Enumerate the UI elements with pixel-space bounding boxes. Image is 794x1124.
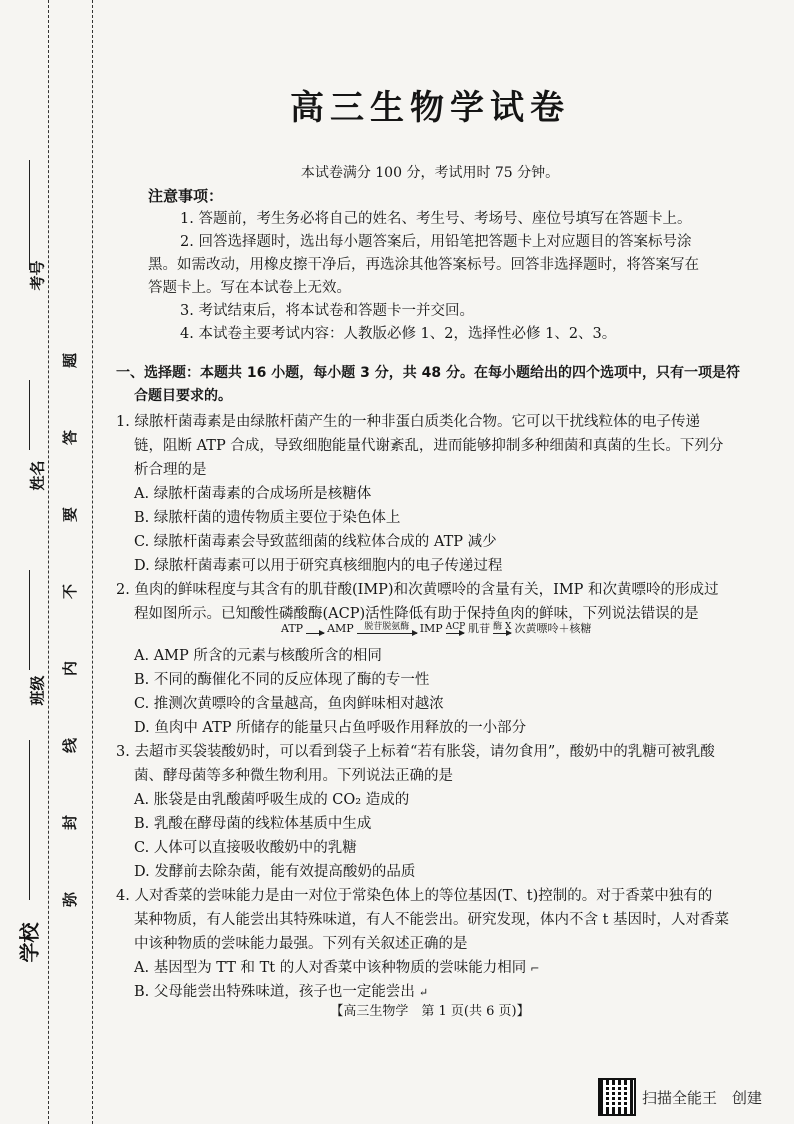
seal-char: 线 [61, 737, 80, 754]
notice-line: 黑。如需改动，用橡皮擦干净后，再选涂其他答案标号。回答非选择题时，将答案写在 [148, 257, 699, 273]
seal-line-text [60, 350, 80, 910]
option: A. 绿脓杆菌毒素的合成场所是核糖体 [134, 486, 372, 502]
question-stem: 2. 鱼肉的鲜味程度与其含有的肌苷酸(IMP)和次黄嘌呤的含量有关，IMP 和次黄嘌呤的形成过 [116, 582, 719, 598]
page-footer: 【高三生物学 第 1 页(共 6 页)】 [330, 1004, 530, 1019]
scanner-label: 扫描全能王 创建 [642, 1088, 763, 1107]
notice-line: 4. 本试卷主要考试内容：人教版必修 1、2，选择性必修 1、2、3。 [180, 326, 617, 342]
enzyme-label: ACP [445, 621, 466, 632]
section-heading: 合题目要求的。 [134, 388, 232, 404]
kaohao-label: 考号 [28, 260, 47, 291]
enzyme-label: 脱苷脱氨酶 [364, 621, 410, 632]
option: B. 绿脓杆菌的遗传物质主要位于染色体上 [134, 510, 401, 526]
question-stem: 4. 人对香菜的尝味能力是由一对位于常染色体上的等位基因(T、t)控制的。对于香菜中独有的 [116, 888, 713, 904]
xingming-fill-line [29, 380, 30, 450]
seal-char: 封 [61, 814, 80, 831]
seal-char: 内 [61, 660, 80, 677]
scanner-watermark [598, 1078, 762, 1116]
question-stem: 菌、酵母菌等多种微生物利用。下列说法正确的是 [134, 768, 453, 784]
option: D. 鱼肉中 ATP 所储存的能量只占鱼呼吸作用释放的一小部分 [134, 720, 527, 736]
seal-char: 题 [61, 352, 80, 369]
notice-line: 答题卡上。写在本试卷上无效。 [148, 280, 351, 296]
pathway-diagram [281, 620, 591, 636]
option: C. 绿脓杆菌毒素会导致蓝细菌的线粒体合成的 ATP 减少 [134, 534, 497, 550]
arrow [357, 623, 417, 634]
pen-mark-icon: ⌐ [530, 962, 540, 975]
option: C. 推测次黄嘌呤的含量越高，鱼肉鲜味相对越浓 [134, 696, 444, 712]
notice-line: 1. 答题前，考生务必将自己的姓名、考生号、考场号、座位号填写在答题卡上。 [180, 211, 692, 227]
xuexiao-fill-line [29, 740, 30, 900]
seal-char: 要 [61, 506, 80, 523]
page-title: 高三生物学试卷 [290, 88, 570, 128]
question-stem: 3. 去超市买袋装酸奶时，可以看到袋子上标着“若有胀袋，请勿食用”，酸奶中的乳糖可被乳酸 [116, 744, 715, 760]
option: D. 绿脓杆菌毒素可以用于研究真核细胞内的电子传递过程 [134, 558, 503, 574]
option: D. 发酵前去除杂菌，能有效提高酸奶的品质 [134, 864, 416, 880]
xuexiao-label: 学校 [17, 922, 42, 963]
imp-node: IMP [419, 621, 443, 635]
exam-info: 本试卷满分 100 分，考试用时 75 分钟。 [300, 165, 560, 181]
section-heading: 一、选择题：本题共 16 小题，每小题 3 分，共 48 分。在每小题给出的四个选项中，只有一项是符 [116, 365, 740, 381]
seal-char: 弥 [61, 891, 80, 908]
option [134, 957, 539, 980]
question-stem: 程如图所示。已知酸性磷酸酶(ACP)活性降低有助于保持鱼肉的鲜味，下列说法错误的是 [134, 606, 699, 622]
option-text: A. 基因型为 TT 和 Tt 的人对香菜中该种物质的尝味能力相同 [134, 960, 527, 976]
option: C. 人体可以直接吸收酸奶中的乳糖 [134, 840, 357, 856]
kaohao-fill-line [29, 160, 30, 270]
option: B. 乳酸在酵母菌的线粒体基质中生成 [134, 816, 372, 832]
option-text: B. 父母能尝出特殊味道，孩子也一定能尝出 [134, 984, 415, 1000]
notice-heading: 注意事项： [148, 187, 224, 205]
question-stem: 析合理的是 [134, 462, 207, 478]
arrow [306, 623, 324, 634]
binding-line-inner [92, 0, 93, 1124]
question-stem: 1. 绿脓杆菌毒素是由绿脓杆菌产生的一种非蛋白质类化合物。它可以干扰线粒体的电子传递 [116, 414, 700, 430]
question-stem: 中该种物质的尝味能力最强。下列有关叙述正确的是 [134, 936, 468, 952]
enzyme-label: 酶 X [493, 621, 512, 632]
qr-code-icon [598, 1078, 636, 1116]
option: A. 胀袋是由乳酸菌呼吸生成的 CO₂ 造成的 [134, 792, 410, 808]
notice-line: 3. 考试结束后，将本试卷和答题卡一并交回。 [180, 303, 474, 319]
product-node: 次黄嘌呤＋核糖 [514, 622, 592, 635]
question-stem: 链，阻断 ATP 合成，导致细胞能量代谢紊乱，进而能够抑制多种细菌和真菌的生长。下列分 [134, 438, 724, 454]
xingming-label: 姓名 [28, 460, 47, 491]
banji-fill-line [29, 570, 30, 670]
banji-label: 班级 [28, 675, 47, 706]
amp-node: AMP [327, 621, 354, 635]
pen-mark-icon: ↵ [418, 986, 429, 999]
question-stem: 某种物质，有人能尝出其特殊味道，有人不能尝出。研究发现，体内不含 t 基因时，人对香菜 [134, 912, 730, 928]
arrow [446, 623, 465, 634]
seal-char: 不 [61, 583, 80, 600]
binding-line-outer [48, 0, 49, 1124]
jigan-node: 肌苷 [468, 622, 491, 635]
option: B. 不同的酶催化不同的反应体现了酶的专一性 [134, 672, 430, 688]
arrow [493, 623, 511, 634]
seal-char: 答 [61, 429, 80, 446]
option: A. AMP 所含的元素与核酸所含的相同 [134, 648, 382, 664]
notice-line: 2. 回答选择题时，选出每小题答案后，用铅笔把答题卡上对应题目的答案标号涂 [180, 234, 692, 250]
atp-node: ATP [281, 621, 304, 635]
